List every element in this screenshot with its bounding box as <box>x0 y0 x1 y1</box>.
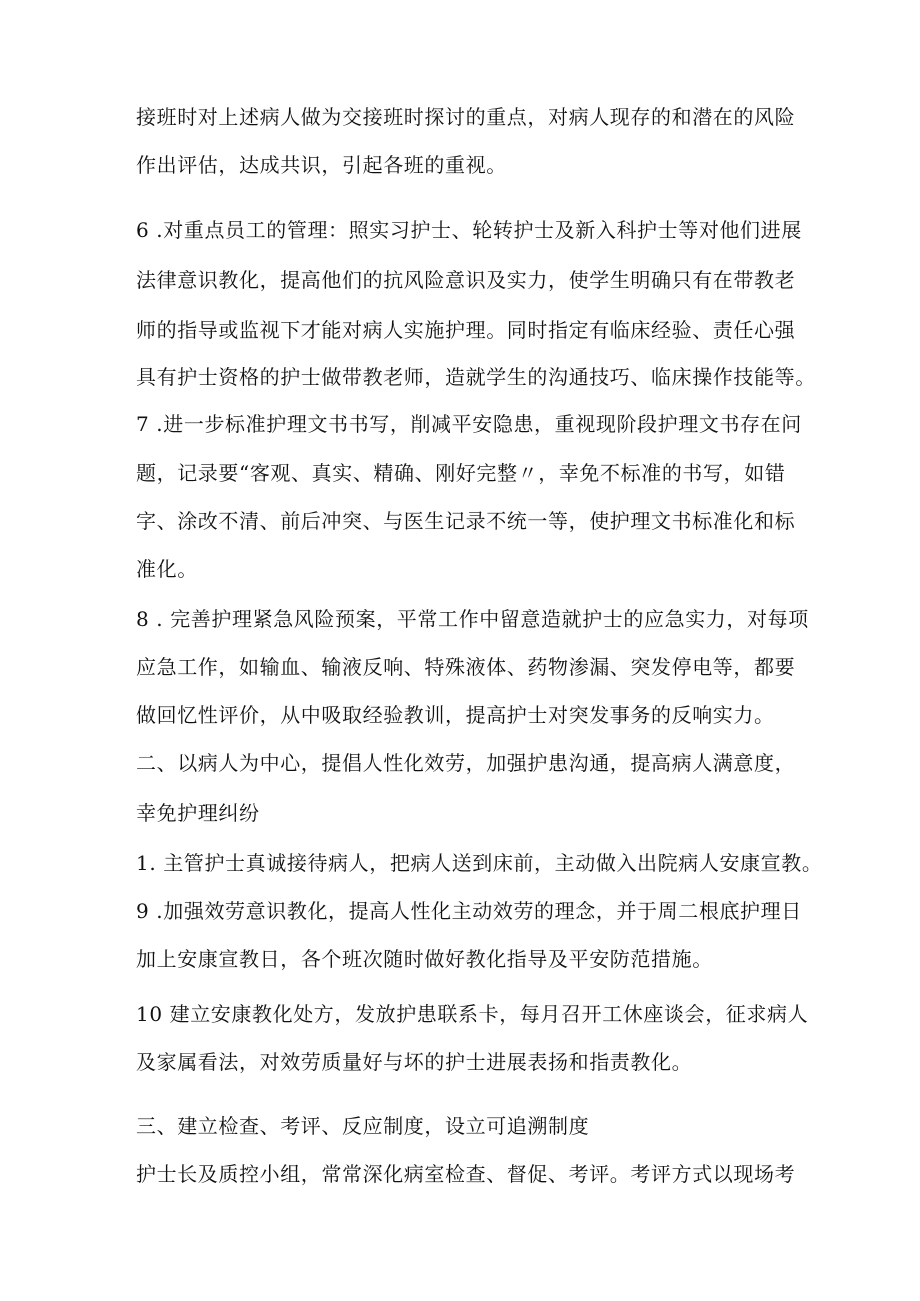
section-heading: 三、建立检查、考评、反应制度，设立可追溯制度 <box>136 1114 590 1138</box>
text-line: 接班时对上述病人做为交接班时探讨的重点，对病人现存的和潜在的风险 <box>136 105 796 129</box>
text-line: 加上安康宣教日，各个班次随时做好教化指导及平安防范措施。 <box>136 947 713 971</box>
text-line: 作出评估，达成共识，引起各班的重视。 <box>136 153 507 177</box>
text-line: 10 建立安康教化处方，发放护患联系卡，每月召开工休座谈会，征求病人 <box>136 1002 809 1026</box>
text-line: 准化。 <box>136 557 198 581</box>
text-line: 及家属看法，对效劳质量好与坏的护士进展表扬和指责教化。 <box>136 1050 693 1074</box>
text-line: 7 .进一步标准护理文书书写，削减平安隐患，重视现阶段护理文书存在问 <box>136 412 802 436</box>
text-line: 护士长及质控小组，常常深化病室检查、督促、考评。考评方式以现场考 <box>136 1162 796 1186</box>
text-line: 应急工作，如输血、输液反响、特殊液体、药物渗漏、突发停电等，都要 <box>136 655 796 679</box>
text-line: 6 .对重点员工的管理：照实习护士、轮转护士及新入科护士等对他们进展 <box>136 218 802 242</box>
text-line: 9 .加强效劳意识教化，提高人性化主动效劳的理念，并于周二根底护理日 <box>136 899 802 923</box>
section-heading: 二、以病人为中心，提倡人性化效劳，加强护患沟通，提高病人满意度， <box>136 751 796 775</box>
text-line: 8 . 完善护理紧急风险预案，平常工作中留意造就护士的应急实力，对每项 <box>136 607 809 631</box>
text-line: 1. 主管护士真诚接待病人，把病人送到床前，主动做入出院病人安康宣教。 <box>136 851 823 875</box>
text-line: 具有护士资格的护士做带教老师，造就学生的沟通技巧、临床操作技能等。 <box>136 365 816 389</box>
text-line: 字、涂改不清、前后冲突、与医生记录不统一等，使护理文书标准化和标 <box>136 509 796 533</box>
text-line: 师的指导或监视下才能对病人实施护理。同时指定有临床经验、责任心强 <box>136 318 796 342</box>
text-line: 做回忆性评价，从中吸取经验教训，提高护士对突发事务的反响实力。 <box>136 703 775 727</box>
text-line: 题，记录要“客观、真实、精确、刚好完整〃，幸免不标准的书写，如错 <box>136 461 786 485</box>
text-line: 法律意识教化，提高他们的抗风险意识及实力，使学生明确只有在带教老 <box>136 268 796 292</box>
section-heading: 幸免护理纠纷 <box>136 801 260 825</box>
